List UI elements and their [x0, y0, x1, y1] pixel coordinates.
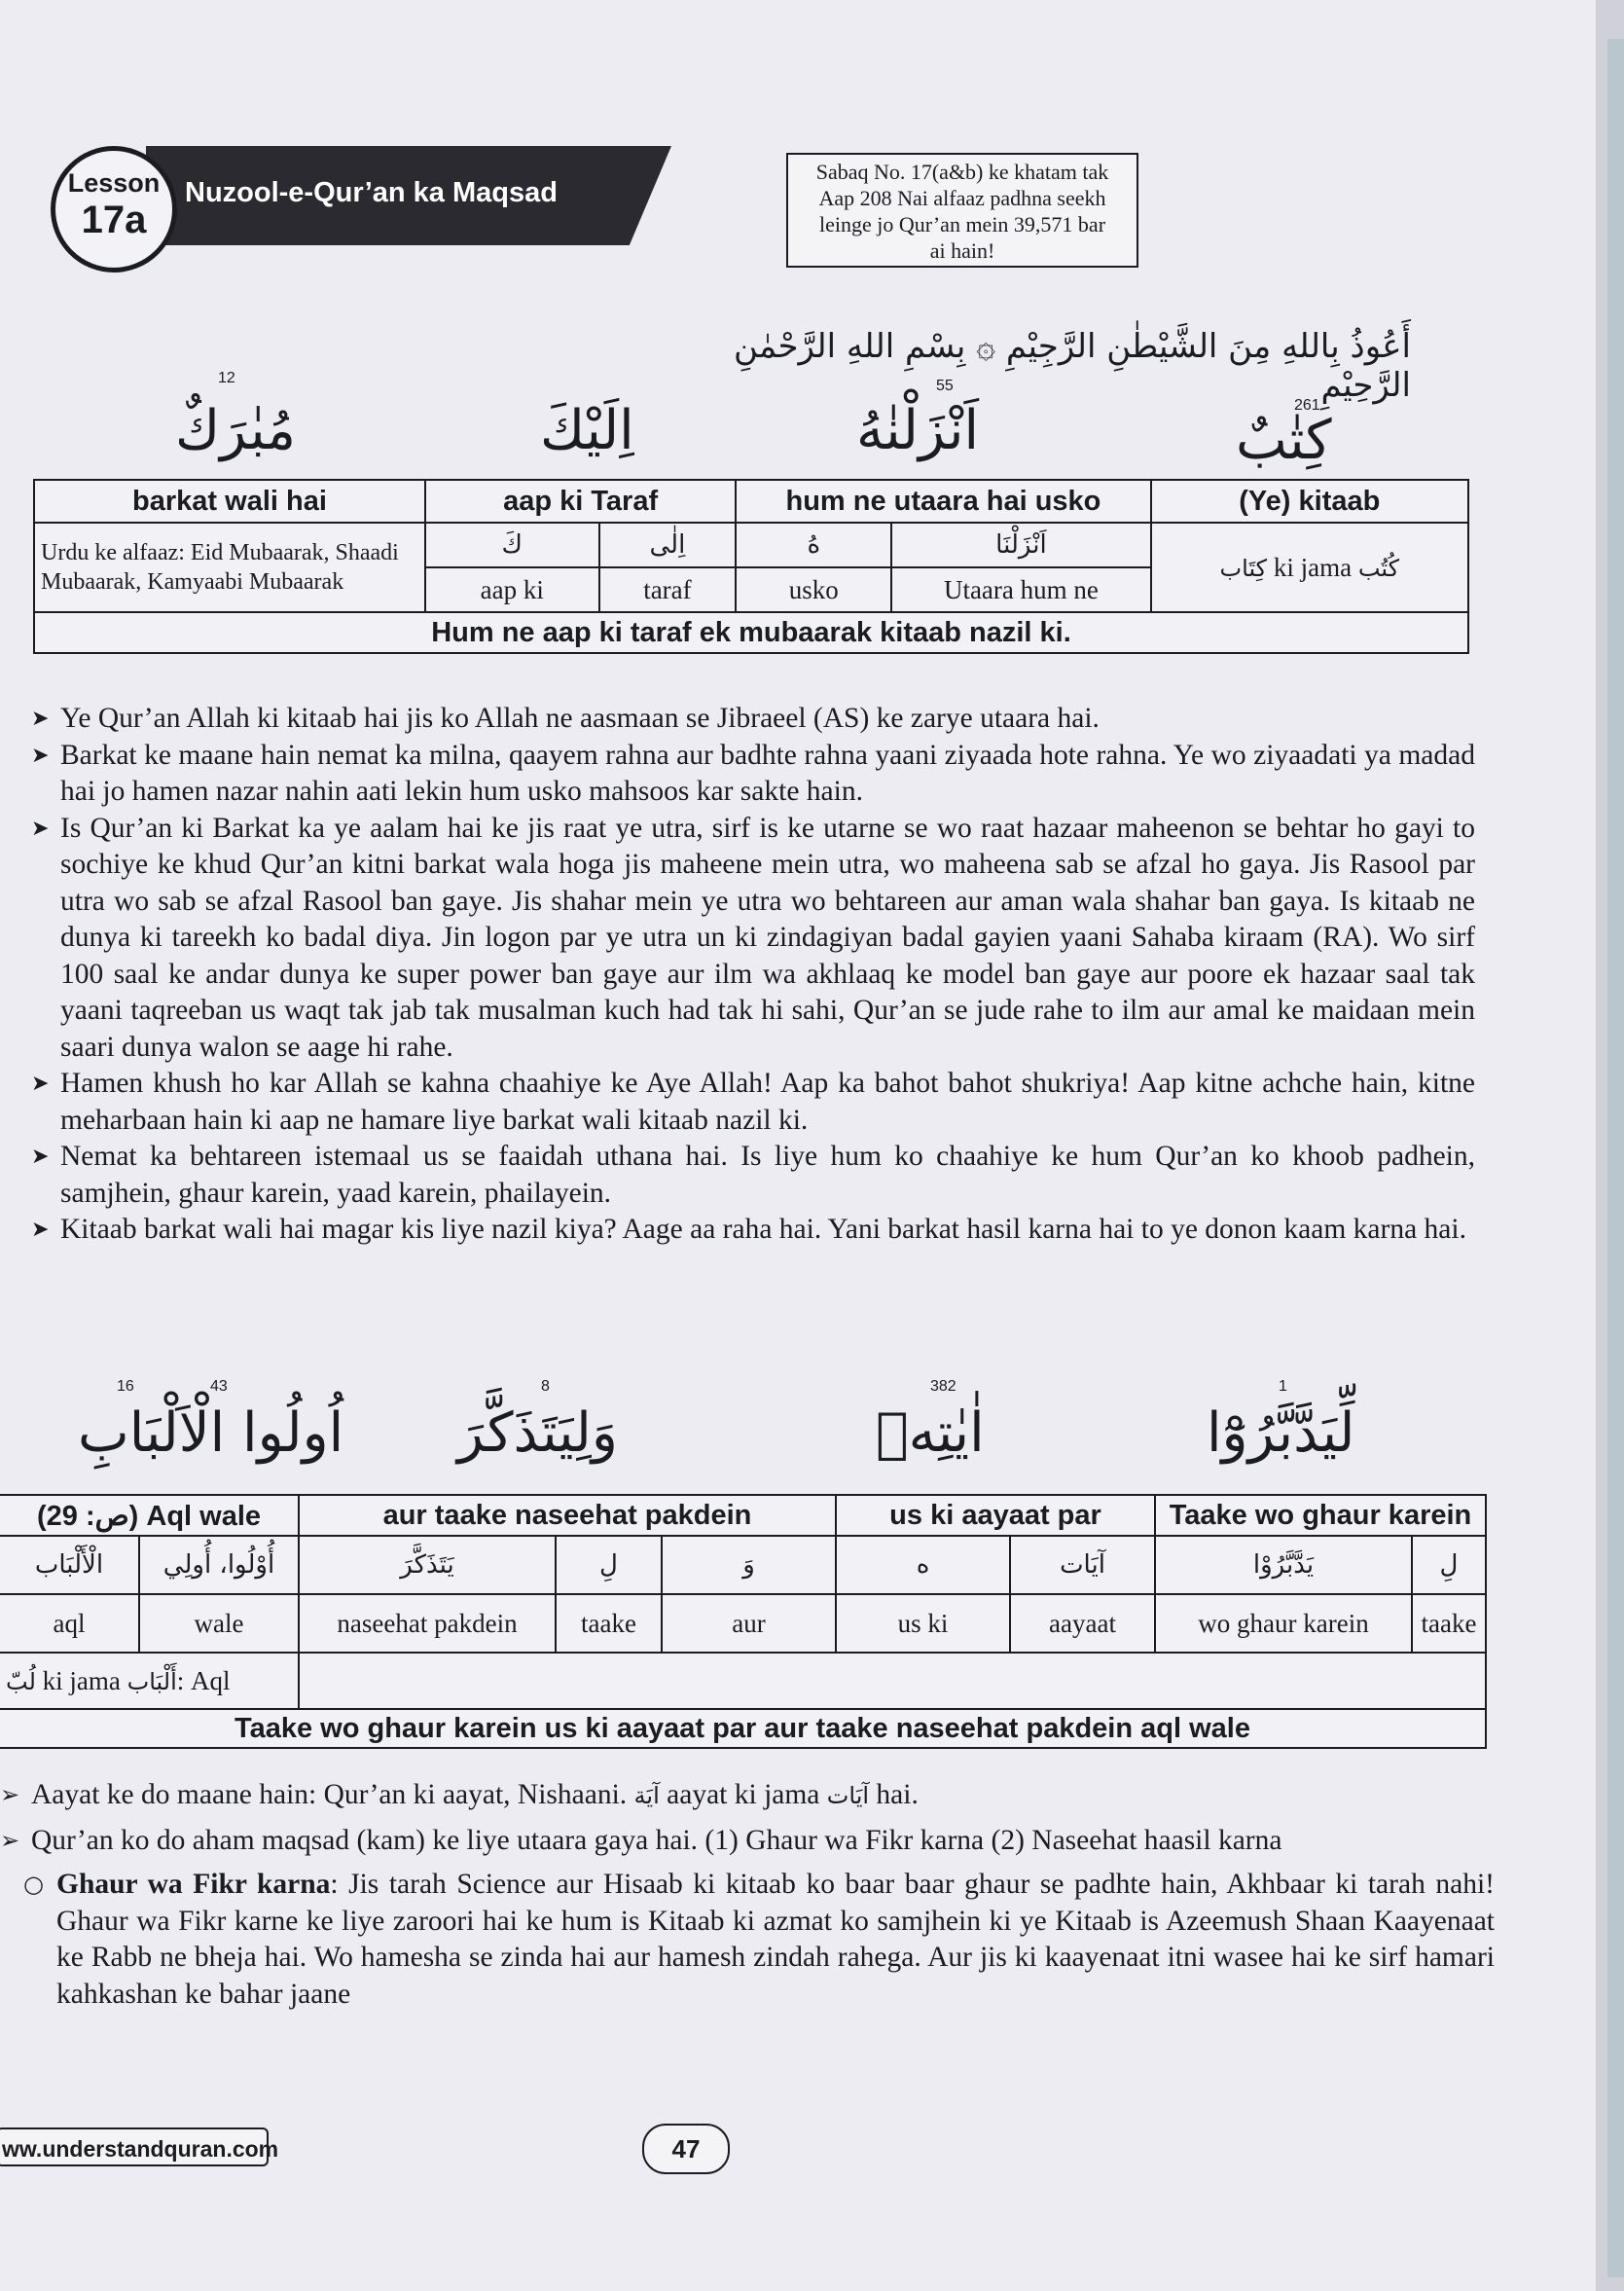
table-cell: aap ki	[425, 567, 599, 612]
table-cell: taake	[1412, 1594, 1486, 1653]
arabic-inline: آيَة	[633, 1782, 660, 1809]
bullet-text: hai.	[876, 1779, 919, 1810]
table-cell: آيَات	[1010, 1536, 1155, 1594]
word-frequency: 382	[930, 1378, 956, 1395]
verse-word: اُولُوا الْاَلْبَابِ	[78, 1401, 344, 1465]
bullet-item	[0, 1777, 1495, 1815]
verse-word: اٰيٰتِهٖ	[876, 1401, 985, 1465]
table-cell: لِ	[556, 1536, 662, 1594]
table-cell: يَدَّبَّرُوْا	[1155, 1536, 1412, 1594]
table-cell: الْأَلْبَاب	[0, 1536, 139, 1594]
verse-word: وَلِيَتَذَكَّرَ	[457, 1401, 618, 1465]
bullet-item: ➤ Barkat ke maane hain nemat ka milna, qaayem rahna aur badhte rahna yaani ziyaada hote rahna. Ye wo ziyaadati ya madad hai jo hamen nazar nahin aati lekin hum usko mahsoos kar sakte hain.	[31, 738, 1475, 811]
table-cell: كَ	[425, 523, 599, 567]
table-cell: اَنْزَلْنَا	[891, 523, 1150, 567]
lesson-word: Lesson	[67, 168, 161, 198]
empty-cell	[299, 1653, 1486, 1709]
table-cell: أُوْلُوا، أُولِي	[139, 1536, 299, 1594]
circle-item-text: : Jis tarah Science aur Hisaab ki kitaab ko baar baar ghaur se padhte hain, Akhbaar ki tarah nahi! Ghaur wa Fikr karne ke liye zaroori hai ke hum is Kitaab ki azmat ko samjhein ki ye Kitaab is Azeemush Shaan Kaayenaat ke Rabb ne bheja hai. Wo hamesha se zinda hai aur hamesh zindah rahega. Aur jis ki kaayenaat itni wasee hai ke sirf hamari kahkashan ke bahar jaane	[56, 1869, 1495, 2010]
table-header: aap ki Taraf	[425, 480, 736, 523]
plural-label: ki jama	[42, 1665, 121, 1695]
word-frequency: 43	[210, 1378, 228, 1395]
vocab-table-1	[33, 479, 1469, 654]
bullet-item: ➤ Kitaab barkat wali hai magar kis liye nazil kiya? Aage aa raha hai. Yani barkat hasil karna hai to ye donon kaam karna hai.	[31, 1212, 1475, 1249]
table-cell: وَ	[662, 1536, 836, 1594]
table-cell: لِ	[1412, 1536, 1486, 1594]
bullet-text: Aayat ke do maane hain: Qur’an ki aayat, Nishaani.	[31, 1779, 628, 1810]
table-cell: ه	[836, 1536, 1010, 1594]
table-cell: اِلٰى	[599, 523, 737, 567]
sabaq-line: Aap 208 Nai alfaaz padhna seekh	[818, 186, 1106, 210]
bullet-item: ➤ Hamen khush ho kar Allah se kahna chaahiye ke Aye Allah! Aap ka bahot bahot shukriya! Aap kitne achche hain, kitne meharbaan hain ki aap ne hamare liye barkat wali kitaab nazil ki.	[31, 1066, 1475, 1139]
table-cell: هُ	[736, 523, 891, 567]
website-url: ww.understandquran.com	[0, 2127, 269, 2166]
sabaq-line: Sabaq No. 17(a&b) ke khatam tak	[815, 160, 1109, 184]
sabaq-line: leinge jo Qur’an mein 39,571 bar	[818, 212, 1106, 236]
table-summary: Hum ne aap ki taraf ek mubaarak kitaab nazil ki.	[34, 612, 1468, 653]
page-edge-teal	[1607, 39, 1624, 2277]
table-cell: aql	[0, 1594, 139, 1653]
bullet-item: ➢ Qur’an ko do aham maqsad (kam) ke liye utaara gaya hai. (1) Ghaur wa Fikr karna (2) Naseehat haasil karna	[0, 1823, 1495, 1860]
bullet-item: ➤ Ye Qur’an Allah ki kitaab hai jis ko Allah ne aasmaan se Jibraeel (AS) ke zarye utaara hai.	[31, 701, 1475, 738]
lesson-title: Nuzool-e-Qur’an ka Maqsad	[185, 177, 558, 208]
table-cell: naseehat pakdein	[299, 1594, 556, 1653]
plural-ar: كُتُب	[1357, 554, 1400, 582]
verse-word: كِتٰبٌ	[1236, 409, 1332, 472]
table-cell: taake	[556, 1594, 662, 1653]
word-frequency: 55	[936, 378, 954, 394]
plural-cell	[1151, 523, 1468, 612]
table-cell: Utaara hum ne	[891, 567, 1150, 612]
word-frequency: 8	[541, 1378, 550, 1395]
table-cell: wo ghaur karein	[1155, 1594, 1412, 1653]
word-frequency: 1	[1279, 1378, 1287, 1395]
plural-ar: لُبّ	[6, 1667, 36, 1695]
table-header: us ki aayaat par	[836, 1495, 1155, 1536]
word-frequency: 12	[218, 370, 235, 386]
table-cell: taraf	[599, 567, 737, 612]
table-cell: aayaat	[1010, 1594, 1155, 1653]
verse-word: اَنْزَلْنٰهُ	[856, 399, 980, 462]
page-number: 47	[642, 2124, 730, 2174]
sabaq-info-box	[786, 153, 1138, 268]
bullet-text: aayat ki jama	[667, 1779, 820, 1810]
bullet-list-2	[0, 1777, 1495, 2013]
sabaq-line: ai hain!	[929, 238, 995, 263]
table-cell: يَتَذَكَّرَ	[299, 1536, 556, 1594]
table-header: (ص: 29) Aql wale	[0, 1495, 299, 1536]
table-header: barkat wali hai	[34, 480, 425, 523]
verse-word: مُبٰرَكٌ	[175, 399, 296, 462]
plural-ar: أَلْبَاب	[126, 1667, 177, 1695]
bullet-item: ➤ Nemat ka behtareen istemaal us se faaidah uthana hai. Is liye hum ko chaahiye ke hum Qur’an ko khoob padhein, samjhein, ghaur karein, yaad karein, phailayein.	[31, 1139, 1475, 1212]
plural-cell	[0, 1653, 299, 1709]
lesson-number: 17a	[81, 199, 147, 241]
lesson-badge	[51, 146, 177, 273]
circle-item-heading: Ghaur wa Fikr karna	[56, 1869, 331, 1900]
plural-meaning: : Aql	[176, 1665, 231, 1695]
table-note: Urdu ke alfaaz: Eid Mubaarak, Shaadi Mubaarak, Kamyaabi Mubaarak	[34, 523, 425, 612]
plural-ar: كِتَاب	[1219, 554, 1268, 582]
table-cell: aur	[662, 1594, 836, 1653]
basmala: أَعُوذُ بِاللهِ مِنَ الشَّيْطٰنِ الرَّجِيْمِ ۞ بِسْمِ اللهِ الرَّحْمٰنِ الرَّحِيْمِ	[733, 327, 1411, 405]
table-cell: wale	[139, 1594, 299, 1653]
circle-item	[19, 1867, 1495, 2013]
vocab-table-2	[0, 1494, 1487, 1749]
table-cell: us ki	[836, 1594, 1010, 1653]
word-frequency: 16	[117, 1378, 134, 1395]
table-summary: Taake wo ghaur karein us ki aayaat par aur taake naseehat pakdein aql wale	[0, 1709, 1486, 1748]
table-header: aur taake naseehat pakdein	[299, 1495, 836, 1536]
arabic-inline: آيَات	[826, 1782, 870, 1809]
table-cell: usko	[736, 567, 891, 612]
verse-word: اِلَيْكَ	[540, 399, 634, 462]
bullet-item: ➤ Is Qur’an ki Barkat ka ye aalam hai ke jis raat ye utra, sirf is ke utarne se wo raat hazaar maheenon se behtar ho gayi to sochiye ke khud Qur’an kitni barkat wala hoga jis maheene mein utra, wo maheena sab se afzal ho gaya. Jis Rasool par utra wo sab se afzal Rasool ban gaye. Jis shahar mein ye utra wo behtareen aur aman wala shahar ban gaya. Is kitaab ne dunya ki tareekh ko badal diya. Jin logon par ye utra un ki zindagiyan badal gayien yaani Sahaba kiraam (RA). Wo sirf 100 saal ke andar dunya ke super power ban gaye aur ilm wa akhlaaq ke model ban gaye aur poore ek hazaar saal tak yaani taqreeban us waqt tak jab tak musalman kuch had tak hi sahi, Qur’an se jude rahe to ilm aur amal ke maidaan mein saari dunya walon se aage hi rahe.	[31, 811, 1475, 1067]
verse-word: لِّيَدَّبَّرُوْٓا	[1207, 1401, 1355, 1465]
table-header: (Ye) kitaab	[1151, 480, 1468, 523]
table-header: Taake wo ghaur karein	[1155, 1495, 1486, 1536]
word-frequency: 261	[1294, 397, 1320, 414]
table-header: hum ne utaara hai usko	[736, 480, 1150, 523]
bullet-list-1	[31, 701, 1475, 1249]
plural-label: ki jama	[1273, 552, 1353, 582]
